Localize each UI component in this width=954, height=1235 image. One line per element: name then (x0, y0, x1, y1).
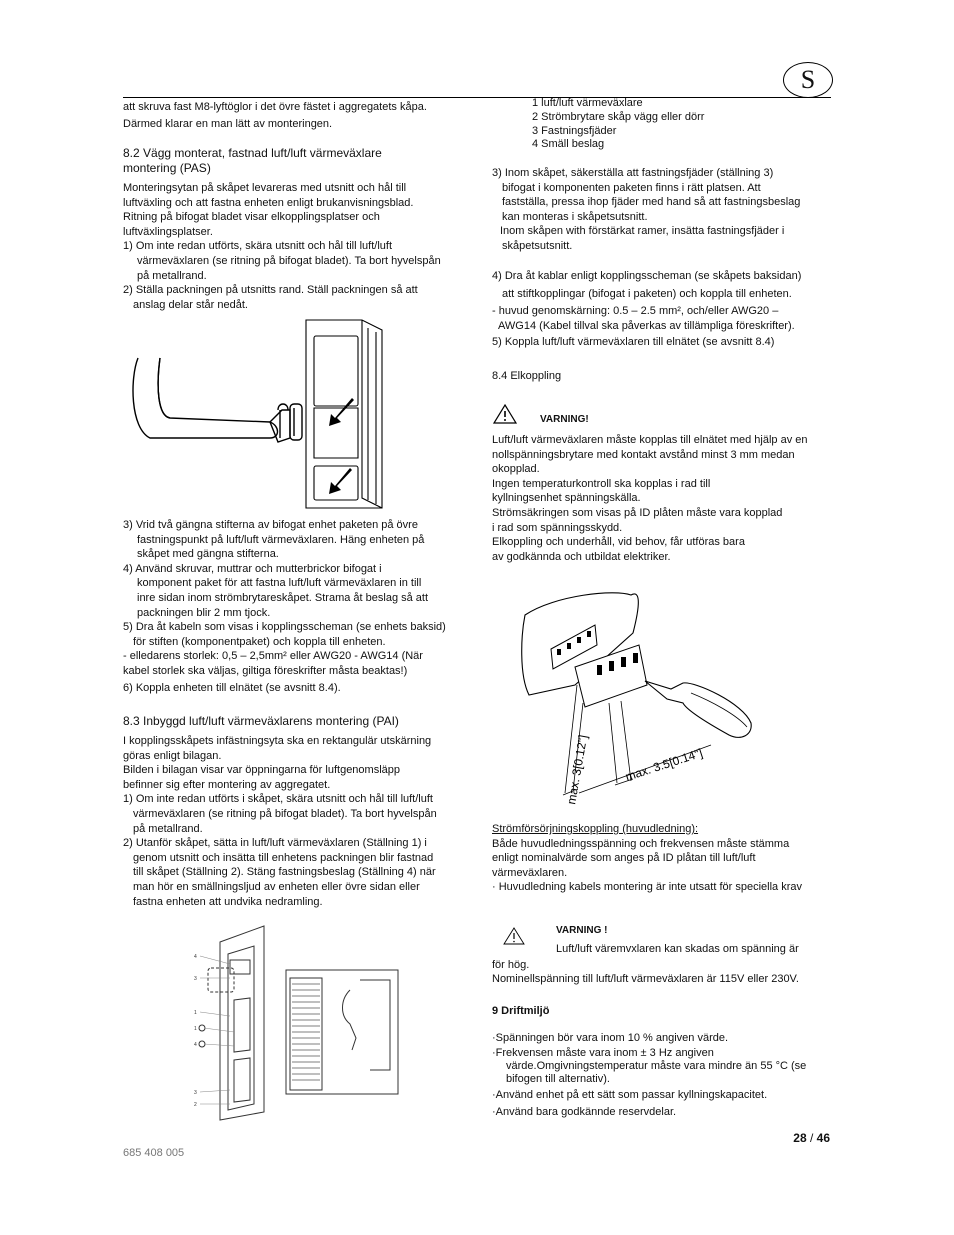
fig-label: 2 (194, 1102, 197, 1108)
intro-line: Därmed klarar en man lätt av monteringen. (123, 117, 333, 130)
power-title: Strömförsörjningskoppling (huvudledning): (492, 823, 699, 835)
list-item: ·Spänningen bör vara inom 10 % angiven värde. (492, 1032, 729, 1044)
section-8-2-title (123, 146, 382, 176)
doc-number: 685 408 005 (123, 1147, 185, 1159)
step-line: packningen blir 2 mm tjock. (137, 606, 271, 619)
warning-icon (503, 927, 525, 945)
body-line: kyllningsenhet spänningskälla. (492, 492, 641, 505)
heading-line: 8.3 Inbyggd luft/luft värmeväxlarens montering (PAI) (123, 714, 399, 728)
step-line: för stiften (komponentpaket) och koppla till enheten. (133, 635, 386, 648)
warning2-label: VARNING ! (556, 925, 608, 936)
connector-figure (515, 585, 775, 807)
warning2-line2: för hög. (492, 959, 530, 971)
warning2-line1: Luft/luft väremvxlaren kan skadas om spänning är (556, 943, 799, 955)
body-line: Både huvudledningsspänning och frekvensen måste stämma (492, 837, 790, 850)
section-8-2-body (123, 181, 473, 312)
step-line: 4) Dra åt kablar enligt kopplingsscheman (se skåpets baksidan) (492, 270, 802, 282)
step-line: fastningspunkt på luft/luft värmeväxlaren. Häng enheten på (137, 533, 425, 546)
step-line: AWG14 (Kabel tillval ska påverkas av tillämpliga föreskrifter). (498, 319, 795, 332)
section-9-title: 9 Driftmiljö (492, 1005, 550, 1017)
step-line: skåpetsutsnitt. (502, 239, 573, 252)
step-line: värmeväxlaren (se ritning på bifogat bladet). Ta bort hyvelspån (133, 807, 437, 820)
step-line: 6) Koppla enheten till elnätet (se avsnitt 8.4). (123, 681, 341, 694)
step-line: på metallrand. (133, 822, 203, 835)
step-line: man hör en smällningsljud av enheten eller övre sidan eller (133, 880, 420, 893)
intro-line: att skruva fast M8-lyftöglor i det övre fästet i aggregatets kåpa. (123, 101, 427, 113)
body-line: Elkoppling och underhåll, vid behov, får utföras bara (492, 536, 745, 549)
body-line: värmeväxlaren. (492, 866, 568, 879)
step-line: Inom skåpen with förstärkat ramer, insätta fastningsfjäder i (500, 225, 785, 238)
fig-label: 4 (194, 954, 197, 960)
step-line: 5) Dra åt kabeln som visas i kopplingsscheman (se enhets baksid) (123, 621, 446, 634)
warning-label: VARNING! (540, 414, 589, 425)
legend-item: 1 luft/luft värmeväxlare (532, 97, 643, 109)
body-line: okopplad. (492, 463, 540, 476)
body-line: Strömsäkringen som visas på ID plåten måste vara kopplad (492, 506, 783, 519)
step-line: 3) Vrid två gängna stifterna av bifogat enhet paketen på övre (123, 519, 418, 531)
step-line: 2) Utanför skåpet, sätta in luft/luft värmeväxlaren (Ställning 1) i (123, 837, 427, 850)
body-line: Bilden i bilagan visar var öppningarna för luftgenomsläpp (123, 764, 401, 777)
step-line: anslag delar står nedåt. (133, 298, 248, 311)
list-item: ·Använd enhet på ett sätt som passar kyllningskapacitet. (492, 1089, 768, 1102)
step-line: 3) Inom skåpet, säkerställa att fastningsfjäder (ställning 3) (492, 167, 774, 179)
section-9-body (492, 1031, 837, 1119)
fig-label: 1 (194, 1010, 197, 1016)
step-line: 1) Om inte redan utförts, skära utsnitt och hål till luft/luft (123, 240, 393, 253)
body-line: Ingen temperaturkontroll ska kopplas i rad till (492, 477, 711, 490)
legend-item: 4 Smäll beslag (532, 138, 605, 151)
fig-label: 3 (194, 1090, 197, 1096)
step-line: kabel storlek ska väljas, giltiga föreskrifter måsta beaktas!) (123, 664, 408, 677)
step-line: att stiftkopplingar (bifogat i paketen) och koppla till enheten. (502, 287, 792, 300)
warning2-line3: Nominellspänning till luft/luft värmeväxlaren är 115V eller 230V. (492, 973, 799, 985)
body-line: Ritning på bifogat bladet visar elkopplingsplatser och (123, 211, 380, 224)
list-item: bifogen till alternativ). (506, 1073, 610, 1086)
page-total: 46 (816, 1131, 830, 1145)
heading-line: 8.2 Vägg monterat, fastnad luft/luft värmeväxlare (123, 146, 382, 160)
body-line: befinner sig efter montering av aggregatet. (123, 778, 331, 791)
body-line: Monteringsytan på skåpet levareras med utsnitt och hål till (123, 182, 407, 194)
body-line: göras enligt bilagan. (123, 749, 222, 762)
fig-label: 1 (194, 1026, 197, 1032)
body-line: · Huvudledning kabels montering är inte utsatt för speciella krav (492, 881, 802, 894)
built-in-mounting-figure (190, 920, 402, 1122)
step-line: komponent paket för att fastna luft/luft värmeväxlaren in till (137, 577, 422, 590)
warning-icon (492, 403, 518, 425)
body-line: av godkännda och utbildat elektriker. (492, 550, 671, 563)
step-line: 4) Använd skruvar, muttrar och mutterbrickor bifogat i (123, 562, 382, 575)
body-line: I kopplingsskåpets infästningsyta ska en rektangulär utskärning (123, 735, 432, 747)
body-line: luftväxling och att fastna enheten enligt brukanvisningsblad. (123, 196, 414, 209)
step-line: kan monteras i skåpetsutsnitt. (502, 210, 648, 223)
heading-line: montering (PAS) (123, 161, 211, 175)
page-separator: / (806, 1131, 817, 1145)
fig-label: 4 (194, 1042, 197, 1048)
step-line: bifogat i komponenten paketen finns i rätt platsen. Att (502, 181, 761, 194)
power-supply-section (492, 822, 842, 895)
body-line: luftväxlingsplatser. (123, 225, 213, 238)
page-number (780, 1131, 830, 1146)
section-8-3-body (123, 734, 473, 909)
body-line: Luft/luft värmeväxlaren måste kopplas till elnätet med hjälp av en (492, 434, 808, 446)
section-8-3-title (123, 714, 399, 729)
step-line: värmeväxlaren (se ritning på bifogat bladet). Ta bort hyvelspån (137, 254, 441, 267)
step-line: fastna enheten att undvika nedramling. (133, 895, 323, 908)
page-current: 28 (793, 1131, 807, 1145)
list-item: ·Använd bara godkännde reservdelar. (492, 1105, 677, 1118)
legend-item: 3 Fastningsfjäder (532, 124, 617, 137)
dimension-label: max. 3.5[0.14"] (623, 745, 705, 784)
step-line: 1) Om inte redan utförts i skåpet, skära utsnitt och hål till luft/luft (123, 793, 433, 806)
body-line: i rad som spänningsskydd. (492, 521, 623, 534)
step-line: - elledarens storlek: 0,5 – 2,5mm² eller AWG20 - AWG14 (När (123, 650, 423, 663)
step-line: - huvud genomskärning: 0.5 – 2.5 mm², och/eller AWG20 – (492, 305, 779, 318)
step-line: 5) Koppla luft/luft värmeväxlaren till elnätet (se avsnitt 8.4) (492, 336, 775, 349)
dimension-label: max. 3[0.12"] (564, 733, 591, 806)
step-line: fastställa, pressa ihop fjäder med hand så att fastningsbeslag (502, 196, 801, 209)
right-step3 (492, 166, 842, 254)
list-item: ·Frekvensen måste vara inom ± 3 Hz angiven (492, 1046, 714, 1059)
figure-legend (532, 97, 704, 152)
step-line: genom utsnitt och insätta till enhetens packningen blir fastnad (133, 851, 434, 864)
left-intro (123, 100, 427, 131)
step-line: inre sidan inom strömbrytareskåpet. Strama åt beslag så att (137, 591, 429, 604)
heading-line: 8.4 Elkoppling (492, 370, 562, 382)
step-line: till skåpet (Ställning 2). Stäng fastningsbeslag (Ställning 4) när (133, 866, 436, 879)
language-badge: S (783, 62, 833, 98)
fig-label: 3 (194, 976, 197, 982)
body-line: enligt nominalvärde som anges på ID plåtan till luft/luft (492, 852, 756, 865)
legend-item: 2 Strömbrytare skåp vägg eller dörr (532, 110, 705, 123)
section-8-4-title (492, 369, 561, 384)
body-line: nollspänningsbrytare med kontakt avstånd minst 3 mm medan (492, 448, 795, 461)
step-line: skåpet med gängna stifterna. (137, 548, 279, 561)
step-line: på metallrand. (137, 269, 207, 282)
section-8-2-steps (123, 518, 473, 695)
warning-body (492, 433, 842, 564)
step-line: 2) Ställa packningen på utsnitts rand. Ställ packningen så att (123, 284, 418, 297)
right-step4 (492, 269, 842, 350)
gasket-figure (130, 318, 470, 510)
list-item: värde.Omgivningstemperatur måste vara mindre än 55 °C (se (506, 1060, 807, 1073)
header-rule (123, 97, 831, 98)
